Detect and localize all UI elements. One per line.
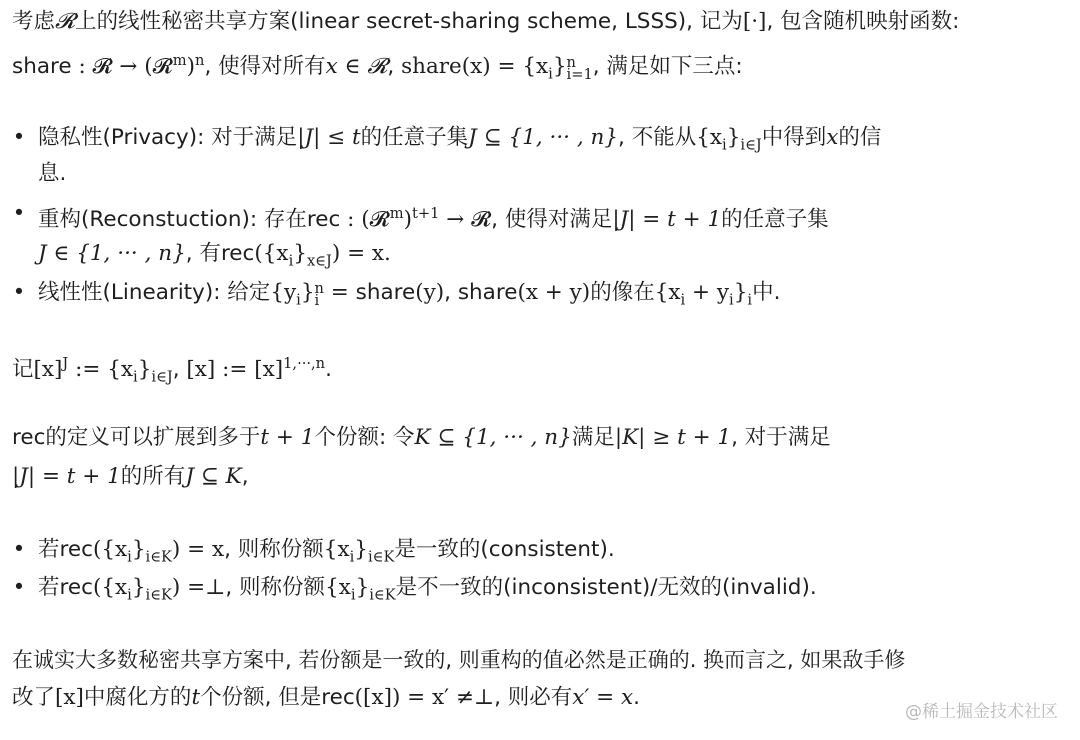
math-brace: }: [300, 280, 315, 305]
math-expr: share(x) = {x: [401, 54, 549, 80]
math-expr: (y): [415, 280, 445, 305]
text: 个份额, 但是: [200, 685, 322, 710]
text: 的像在: [590, 280, 655, 305]
math-sub: i: [296, 291, 301, 309]
math-expr: {x: [654, 280, 681, 305]
math-sub: i∈K: [145, 548, 172, 566]
conclusion-line-2: [12, 682, 640, 714]
math-expr: [x]: [33, 357, 63, 383]
math-sup: n: [195, 52, 205, 69]
text: ,: [444, 280, 458, 305]
math-expr: K ⊆ {1, ··· , n}: [414, 425, 572, 450]
bullet-linearity: [12, 277, 780, 316]
math-sub: i: [350, 586, 356, 604]
text: 息.: [38, 161, 67, 186]
math-sub: i: [127, 548, 132, 566]
bullet-dot-icon: •: [12, 575, 26, 600]
math-var: t: [191, 685, 201, 710]
math-expr: {x: [325, 575, 351, 600]
math-expr: |J| ≤ t: [297, 125, 361, 150]
bullet-dot-icon: •: [12, 280, 26, 305]
math-var: x: [826, 125, 839, 150]
math-sub: i: [722, 136, 727, 154]
share-function: share: [12, 54, 72, 80]
math-expr: {y: [270, 280, 297, 305]
text: , 满足如下三点:: [592, 54, 743, 80]
conclusion-line-1: [12, 644, 905, 676]
text: , 使得对所有: [204, 54, 326, 80]
text: 上的线性秘密共享方案(linear secret-sharing scheme, LSSS), 记为: [75, 9, 743, 34]
bullet-privacy: [12, 122, 1052, 161]
text: 的所有: [120, 464, 186, 489]
case-consistent: [12, 534, 615, 573]
math-brace: }: [293, 241, 307, 266]
text: , 有: [185, 241, 221, 266]
math-eq: =: [323, 280, 356, 305]
math-expr: {x: [323, 537, 350, 562]
math-ring-symbol: 𝓡: [55, 9, 76, 34]
math-sub: i: [127, 586, 132, 604]
rec-function: rec: [59, 575, 93, 600]
bullet-dot-icon: •: [12, 125, 26, 150]
math-sub: i: [288, 252, 294, 270]
math-sup: n: [566, 54, 576, 72]
math-expr: |K| ≥ t + 1: [614, 425, 732, 450]
math-sub: i: [314, 292, 320, 309]
case-inconsistent: [12, 572, 817, 611]
rec-function: rec: [59, 537, 93, 562]
text: 改了: [12, 685, 56, 710]
text: ,: [241, 464, 249, 489]
math-map: : 𝓡 → (𝓡: [71, 54, 173, 80]
math-sub: i: [680, 291, 686, 309]
intro-line-1: [12, 6, 959, 38]
math-sup-sub-stack: [566, 54, 593, 84]
math-sub: i: [349, 548, 355, 566]
math-expr: t + 1: [260, 425, 315, 450]
text: 满足: [571, 425, 615, 450]
math-sub: i: [747, 291, 753, 309]
text: 是不一致的(inconsistent)/无效的(invalid).: [395, 575, 817, 600]
math-expr: ({x: [254, 241, 289, 266]
bullet-dot-icon: •: [12, 537, 26, 562]
math-sub: i: [133, 368, 138, 386]
text: ,: [172, 357, 187, 383]
math-paren: ): [403, 207, 412, 233]
math-brace: }: [354, 537, 368, 562]
math-brace: }: [137, 357, 152, 383]
math-expr: |J| = t + 1: [612, 207, 722, 233]
share-function: share: [355, 280, 416, 305]
text: , 包含随机映射函数:: [766, 9, 960, 34]
math-sup: 1,···,n: [283, 355, 326, 372]
text: , 则称份额: [224, 537, 324, 562]
math-expr: J ⊆ K: [185, 464, 242, 489]
math-expr: x ∈ 𝓡: [325, 54, 388, 80]
math-brace: }: [552, 54, 567, 80]
math-paren: ): [186, 54, 196, 80]
rec-function: rec: [321, 685, 355, 710]
text: , 使得对满足: [491, 207, 613, 233]
bullet-reconstruction-wrap: [38, 238, 391, 277]
math-bracket: [·]: [742, 9, 767, 34]
text: 的任意子集: [721, 207, 829, 233]
math-sup-sub-stack: [314, 280, 324, 309]
text: 若: [38, 575, 60, 600]
math-expr: x′ = x: [572, 685, 634, 710]
math-sub: i=1: [566, 66, 593, 84]
math-expr: [x] := [x]: [186, 357, 284, 383]
notation-line: [12, 348, 332, 393]
text: 中得到: [761, 125, 827, 150]
math-sub: i∈K: [369, 586, 396, 604]
math-expr: J ⊆ {1, ··· , n}: [468, 125, 619, 150]
text: ,: [387, 54, 402, 80]
text: 重构(Reconstuction): 存在: [38, 207, 307, 233]
math-brace: }: [131, 575, 146, 600]
math-brace: }: [131, 537, 146, 562]
math-expr: |J| = t + 1: [12, 464, 121, 489]
text: 是一致的(consistent).: [394, 537, 615, 562]
math-sub: i: [729, 291, 734, 309]
math-brace: }: [355, 575, 370, 600]
text: 中.: [752, 280, 781, 305]
math-expr: ) =⊥: [171, 575, 226, 600]
math-expr: ([x]) = x′ ≠⊥: [354, 685, 495, 710]
math-map: : (𝓡: [340, 207, 390, 233]
math-expr: {x: [696, 125, 723, 150]
text: , 则必有: [494, 685, 573, 710]
math-expr: ) = x: [171, 537, 225, 562]
text: 的任意子集: [360, 125, 469, 150]
text: 记: [12, 357, 34, 383]
text: , 不能从: [618, 125, 697, 150]
math-expr: ) = x.: [331, 241, 391, 266]
text: 若: [38, 537, 60, 562]
math-sup: n: [314, 280, 324, 297]
math-sup: m: [172, 52, 187, 69]
math-brace: }: [733, 280, 748, 305]
text: 中腐化方的: [83, 685, 192, 710]
extension-line-2: [12, 461, 249, 493]
math-expr: := {x: [68, 357, 134, 383]
rec-function: rec: [306, 207, 341, 233]
math-sub: i∈J: [740, 136, 762, 154]
text: 线性性(Linearity): 给定: [38, 280, 271, 305]
text: 隐私性(Privacy): 对于满足: [38, 125, 298, 150]
text: 个份额: 令: [314, 425, 415, 450]
math-expr: J ∈ {1, ··· , n}: [38, 241, 186, 266]
share-function: share: [457, 280, 518, 305]
bullet-dot-icon: •: [12, 201, 26, 226]
math-sub: i∈J: [151, 368, 173, 386]
math-sup: m: [389, 205, 404, 222]
math-sub: i∈K: [367, 548, 395, 566]
text: 的信: [838, 125, 882, 150]
math-sup: J: [62, 355, 69, 372]
text: , 则称份额: [225, 575, 326, 600]
math-sub: i: [548, 65, 553, 83]
text: 在诚实大多数秘密共享方案中, 若份额是一致的, 则重构的值必然是正确的. 换而言之, 如果敌手修: [12, 648, 906, 672]
text: .: [325, 357, 332, 383]
text: .: [633, 685, 640, 710]
math-sub: i∈K: [145, 586, 172, 604]
extension-line-1: [12, 422, 831, 454]
bullet-privacy-wrap: [38, 158, 66, 190]
text: , 对于满足: [731, 425, 831, 450]
math-map: → 𝓡: [439, 207, 492, 233]
math-brace: }: [726, 125, 741, 150]
math-expr: (x + y): [517, 280, 591, 305]
math-expr: ({x: [92, 537, 128, 562]
math-expr: + y: [685, 280, 730, 305]
text: 考虑: [12, 9, 56, 34]
intro-line-2: [12, 45, 743, 90]
text: rec的定义可以扩展到多于: [12, 425, 261, 450]
math-expr: ({x: [92, 575, 128, 600]
watermark: @稀土掘金技术社区: [905, 702, 1058, 722]
rec-function: rec: [220, 241, 255, 266]
bullet-reconstruction: [12, 198, 829, 236]
math-expr: [x]: [55, 685, 84, 710]
math-sub: x∈J: [306, 252, 332, 270]
math-sup: t+1: [411, 205, 440, 222]
